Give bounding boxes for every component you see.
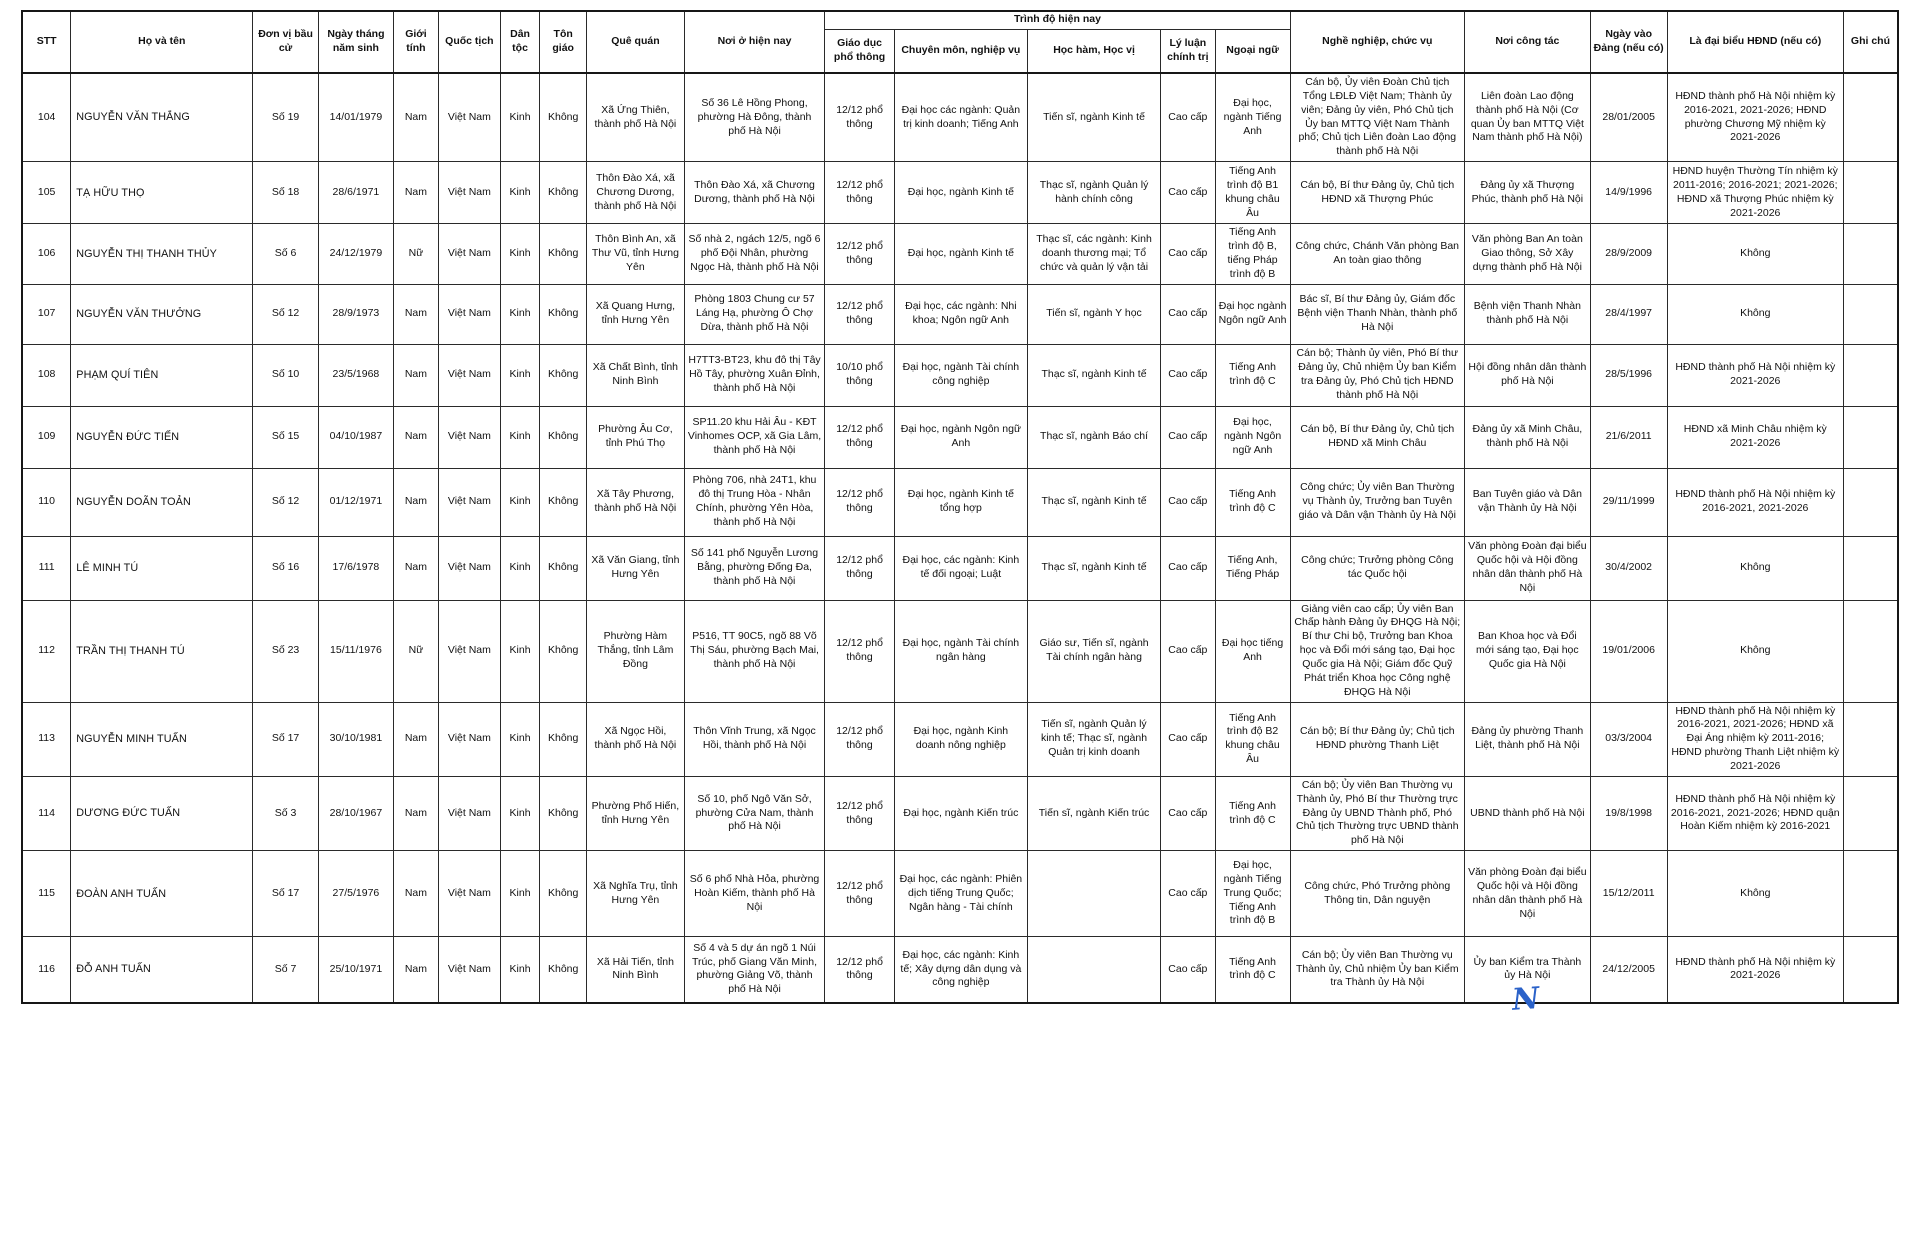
cell-ngay-vao-dang: 19/01/2006 bbox=[1590, 600, 1667, 702]
header-dan-toc: Dân tộc bbox=[500, 11, 539, 73]
cell-gioi-tinh: Nam bbox=[393, 851, 438, 937]
cell-chuyen-mon: Đại học, các ngành: Kinh tế đối ngoại; Luật bbox=[894, 536, 1027, 600]
cell-chuyen-mon: Đại học các ngành: Quản trị kinh doanh; Tiếng Anh bbox=[894, 73, 1027, 162]
cell-don-vi: Số 12 bbox=[253, 468, 319, 536]
cell-ngay-sinh: 14/01/1979 bbox=[318, 73, 393, 162]
cell-hoc-ham: Thạc sĩ, ngành Kinh tế bbox=[1027, 536, 1160, 600]
cell-stt: 116 bbox=[22, 937, 71, 1003]
cell-quoc-tich: Việt Nam bbox=[438, 344, 500, 406]
cell-gioi-tinh: Nam bbox=[393, 344, 438, 406]
cell-nghe-nghiep: Cán bộ; Ủy viên Ban Thường vụ Thành ủy, Phó Bí thư Thường trực Đảng ủy UBND Thành phố, Phó Chủ tịch Thường trực UBND thành phố Hà Nội bbox=[1290, 776, 1464, 850]
cell-dan-toc: Kinh bbox=[500, 702, 539, 776]
delegate-roster-table bbox=[21, 10, 1899, 1004]
cell-noi-cong-tac: Đảng ủy xã Thượng Phúc, thành phố Hà Nội bbox=[1465, 162, 1591, 224]
cell-ghi-chu bbox=[1843, 536, 1898, 600]
table-row bbox=[22, 344, 1898, 406]
header-trinh-do-group: Trình độ hiện nay bbox=[825, 11, 1290, 29]
cell-quoc-tich: Việt Nam bbox=[438, 851, 500, 937]
cell-noi-o: Số 4 và 5 dự án ngõ 1 Núi Trúc, phố Giang Văn Minh, phường Giảng Võ, thành phố Hà Nội bbox=[684, 937, 825, 1003]
cell-que-quan: Xã Tây Phương, thành phố Hà Nội bbox=[587, 468, 685, 536]
cell-ngoai-ngu: Tiếng Anh trình độ B1 khung châu Âu bbox=[1215, 162, 1290, 224]
cell-ngay-sinh: 28/9/1973 bbox=[318, 284, 393, 344]
cell-ngay-vao-dang: 03/3/2004 bbox=[1590, 702, 1667, 776]
cell-dai-bieu: HĐND thành phố Hà Nội nhiệm kỳ 2016-2021, 2021-2026; HĐND phường Chương Mỹ nhiệm kỳ 2021-2026 bbox=[1667, 73, 1843, 162]
cell-ngay-sinh: 04/10/1987 bbox=[318, 406, 393, 468]
header-ngay-vao-dang: Ngày vào Đảng (nếu có) bbox=[1590, 11, 1667, 73]
cell-name: NGUYỄN ĐỨC TIẾN bbox=[71, 406, 253, 468]
cell-que-quan: Xã Quang Hưng, tỉnh Hưng Yên bbox=[587, 284, 685, 344]
cell-dai-bieu: Không bbox=[1667, 851, 1843, 937]
cell-noi-cong-tac: Liên đoàn Lao động thành phố Hà Nội (Cơ quan Ủy ban MTTQ Việt Nam thành phố Hà Nội) bbox=[1465, 73, 1591, 162]
cell-ngay-vao-dang: 28/4/1997 bbox=[1590, 284, 1667, 344]
header-ngoai-ngu: Ngoại ngữ bbox=[1215, 29, 1290, 73]
cell-noi-o: Số 6 phố Nhà Hỏa, phường Hoàn Kiếm, thành phố Hà Nội bbox=[684, 851, 825, 937]
cell-don-vi: Số 17 bbox=[253, 702, 319, 776]
cell-gioi-tinh: Nữ bbox=[393, 224, 438, 284]
cell-noi-cong-tac: UBND thành phố Hà Nội bbox=[1465, 776, 1591, 850]
header-quoc-tich: Quốc tịch bbox=[438, 11, 500, 73]
cell-name: TRẦN THỊ THANH TÚ bbox=[71, 600, 253, 702]
cell-ly-luan: Cao cấp bbox=[1161, 224, 1215, 284]
header-ghi-chu: Ghi chú bbox=[1843, 11, 1898, 73]
cell-gdpt: 12/12 phổ thông bbox=[825, 162, 894, 224]
cell-ngoai-ngu: Tiếng Anh trình độ B, tiếng Pháp trình độ B bbox=[1215, 224, 1290, 284]
cell-ton-giao: Không bbox=[540, 73, 587, 162]
cell-ngay-sinh: 30/10/1981 bbox=[318, 702, 393, 776]
cell-dan-toc: Kinh bbox=[500, 162, 539, 224]
cell-ngay-sinh: 17/6/1978 bbox=[318, 536, 393, 600]
cell-don-vi: Số 23 bbox=[253, 600, 319, 702]
cell-hoc-ham bbox=[1027, 937, 1160, 1003]
cell-chuyen-mon: Đại học, ngành Kinh tế bbox=[894, 162, 1027, 224]
cell-dan-toc: Kinh bbox=[500, 406, 539, 468]
cell-ly-luan: Cao cấp bbox=[1161, 162, 1215, 224]
header-noi-o-hien-nay: Nơi ở hiện nay bbox=[684, 11, 825, 73]
cell-dai-bieu: Không bbox=[1667, 536, 1843, 600]
cell-chuyen-mon: Đại học, ngành Kinh tế bbox=[894, 224, 1027, 284]
cell-dan-toc: Kinh bbox=[500, 776, 539, 850]
cell-stt: 107 bbox=[22, 284, 71, 344]
cell-hoc-ham bbox=[1027, 851, 1160, 937]
cell-ly-luan: Cao cấp bbox=[1161, 344, 1215, 406]
document-sheet bbox=[0, 10, 1920, 1236]
cell-chuyen-mon: Đại học, ngành Kiến trúc bbox=[894, 776, 1027, 850]
cell-nghe-nghiep: Cán bộ; Ủy viên Ban Thường vụ Thành ủy, Chủ nhiệm Ủy ban Kiểm tra Thành ủy Hà Nội bbox=[1290, 937, 1464, 1003]
cell-noi-o: Thôn Đào Xá, xã Chương Dương, thành phố Hà Nội bbox=[684, 162, 825, 224]
cell-ghi-chu bbox=[1843, 468, 1898, 536]
cell-noi-cong-tac: Đảng ủy xã Minh Châu, thành phố Hà Nội bbox=[1465, 406, 1591, 468]
cell-quoc-tich: Việt Nam bbox=[438, 73, 500, 162]
header-ly-luan-chinh-tri: Lý luận chính trị bbox=[1161, 29, 1215, 73]
cell-gioi-tinh: Nữ bbox=[393, 600, 438, 702]
table-header bbox=[22, 11, 1898, 73]
cell-gioi-tinh: Nam bbox=[393, 406, 438, 468]
cell-noi-cong-tac: Văn phòng Đoàn đại biểu Quốc hội và Hội đồng nhân dân thành phố Hà Nội bbox=[1465, 851, 1591, 937]
cell-nghe-nghiep: Cán bộ, Bí thư Đảng ủy, Chủ tịch HĐND xã Thượng Phúc bbox=[1290, 162, 1464, 224]
cell-ngay-vao-dang: 28/9/2009 bbox=[1590, 224, 1667, 284]
cell-stt: 109 bbox=[22, 406, 71, 468]
cell-stt: 104 bbox=[22, 73, 71, 162]
cell-name: DƯƠNG ĐỨC TUẤN bbox=[71, 776, 253, 850]
cell-hoc-ham: Thạc sĩ, ngành Báo chí bbox=[1027, 406, 1160, 468]
signature-mark: N bbox=[1510, 981, 1541, 1018]
cell-dai-bieu: Không bbox=[1667, 284, 1843, 344]
cell-ngoai-ngu: Đại học, ngành Tiếng Anh bbox=[1215, 73, 1290, 162]
cell-noi-cong-tac: Ủy ban Kiểm tra Thành ủy Hà Nội bbox=[1465, 937, 1591, 1003]
cell-noi-o: Số 36 Lê Hồng Phong, phường Hà Đông, thành phố Hà Nội bbox=[684, 73, 825, 162]
cell-noi-o: Số 141 phố Nguyễn Lương Bằng, phường Đống Đa, thành phố Hà Nội bbox=[684, 536, 825, 600]
cell-quoc-tich: Việt Nam bbox=[438, 406, 500, 468]
cell-ton-giao: Không bbox=[540, 851, 587, 937]
cell-gdpt: 12/12 phổ thông bbox=[825, 937, 894, 1003]
cell-ton-giao: Không bbox=[540, 600, 587, 702]
cell-nghe-nghiep: Cán bộ, Bí thư Đảng ủy, Chủ tịch HĐND xã Minh Châu bbox=[1290, 406, 1464, 468]
header-que-quan: Quê quán bbox=[587, 11, 685, 73]
cell-chuyen-mon: Đại học, các ngành: Kinh tế; Xây dựng dân dụng và công nghiệp bbox=[894, 937, 1027, 1003]
cell-hoc-ham: Tiến sĩ, ngành Quản lý kinh tế; Thạc sĩ, ngành Quản trị kinh doanh bbox=[1027, 702, 1160, 776]
cell-dai-bieu: HĐND thành phố Hà Nội nhiệm kỳ 2016-2021, 2021-2026 bbox=[1667, 468, 1843, 536]
cell-gdpt: 12/12 phổ thông bbox=[825, 468, 894, 536]
cell-ghi-chu bbox=[1843, 937, 1898, 1003]
cell-ton-giao: Không bbox=[540, 224, 587, 284]
cell-stt: 110 bbox=[22, 468, 71, 536]
cell-nghe-nghiep: Công chức; Trưởng phòng Công tác Quốc hội bbox=[1290, 536, 1464, 600]
table-row bbox=[22, 162, 1898, 224]
cell-ngay-vao-dang: 28/01/2005 bbox=[1590, 73, 1667, 162]
cell-chuyen-mon: Đại học, ngành Tài chính ngân hàng bbox=[894, 600, 1027, 702]
cell-ly-luan: Cao cấp bbox=[1161, 776, 1215, 850]
cell-gioi-tinh: Nam bbox=[393, 162, 438, 224]
cell-name: NGUYỄN THỊ THANH THỦY bbox=[71, 224, 253, 284]
cell-que-quan: Xã Hải Tiến, tỉnh Ninh Bình bbox=[587, 937, 685, 1003]
cell-dan-toc: Kinh bbox=[500, 73, 539, 162]
cell-dai-bieu: Không bbox=[1667, 224, 1843, 284]
header-don-vi-bau-cu: Đơn vị bầu cử bbox=[253, 11, 319, 73]
cell-nghe-nghiep: Cán bộ; Bí thư Đảng ủy; Chủ tịch HĐND phường Thanh Liệt bbox=[1290, 702, 1464, 776]
table-row bbox=[22, 406, 1898, 468]
table-row bbox=[22, 702, 1898, 776]
header-giao-duc-pho-thong: Giáo dục phổ thông bbox=[825, 29, 894, 73]
cell-noi-cong-tac: Ban Tuyên giáo và Dân vận Thành ủy Hà Nội bbox=[1465, 468, 1591, 536]
cell-que-quan: Thôn Bình An, xã Thư Vũ, tỉnh Hưng Yên bbox=[587, 224, 685, 284]
cell-stt: 114 bbox=[22, 776, 71, 850]
cell-hoc-ham: Tiến sĩ, ngành Kinh tế bbox=[1027, 73, 1160, 162]
cell-noi-cong-tac: Đảng ủy phường Thanh Liệt, thành phố Hà Nội bbox=[1465, 702, 1591, 776]
cell-dai-bieu: HĐND thành phố Hà Nội nhiệm kỳ 2021-2026 bbox=[1667, 344, 1843, 406]
cell-ngay-vao-dang: 21/6/2011 bbox=[1590, 406, 1667, 468]
cell-ngay-vao-dang: 24/12/2005 bbox=[1590, 937, 1667, 1003]
cell-chuyen-mon: Đại học, ngành Kinh doanh nông nghiệp bbox=[894, 702, 1027, 776]
cell-gioi-tinh: Nam bbox=[393, 776, 438, 850]
header-chuyen-mon: Chuyên môn, nghiệp vụ bbox=[894, 29, 1027, 73]
cell-ngay-vao-dang: 29/11/1999 bbox=[1590, 468, 1667, 536]
cell-ngoai-ngu: Tiếng Anh trình độ C bbox=[1215, 776, 1290, 850]
cell-ton-giao: Không bbox=[540, 406, 587, 468]
cell-ngoai-ngu: Đại học, ngành Ngôn ngữ Anh bbox=[1215, 406, 1290, 468]
cell-noi-cong-tac: Hội đồng nhân dân thành phố Hà Nội bbox=[1465, 344, 1591, 406]
cell-ly-luan: Cao cấp bbox=[1161, 284, 1215, 344]
cell-don-vi: Số 17 bbox=[253, 851, 319, 937]
cell-gdpt: 12/12 phổ thông bbox=[825, 776, 894, 850]
cell-quoc-tich: Việt Nam bbox=[438, 776, 500, 850]
cell-noi-cong-tac: Văn phòng Ban An toàn Giao thông, Sở Xây dựng thành phố Hà Nội bbox=[1465, 224, 1591, 284]
cell-name: PHẠM QUÍ TIÊN bbox=[71, 344, 253, 406]
cell-name: NGUYỄN VĂN THẮNG bbox=[71, 73, 253, 162]
cell-ghi-chu bbox=[1843, 702, 1898, 776]
cell-ngay-sinh: 27/5/1976 bbox=[318, 851, 393, 937]
cell-don-vi: Số 12 bbox=[253, 284, 319, 344]
cell-hoc-ham: Tiến sĩ, ngành Y học bbox=[1027, 284, 1160, 344]
cell-ly-luan: Cao cấp bbox=[1161, 73, 1215, 162]
cell-ghi-chu bbox=[1843, 284, 1898, 344]
cell-name: LÊ MINH TÚ bbox=[71, 536, 253, 600]
table-row bbox=[22, 73, 1898, 162]
header-nghe-nghiep: Nghề nghiệp, chức vụ bbox=[1290, 11, 1464, 73]
cell-gioi-tinh: Nam bbox=[393, 468, 438, 536]
cell-nghe-nghiep: Bác sĩ, Bí thư Đảng ủy, Giám đốc Bệnh viện Thanh Nhàn, thành phố Hà Nội bbox=[1290, 284, 1464, 344]
cell-dai-bieu: HĐND thành phố Hà Nội nhiệm kỳ 2016-2021, 2021-2026; HĐND quận Hoàn Kiếm nhiệm kỳ 2016-2021 bbox=[1667, 776, 1843, 850]
cell-stt: 105 bbox=[22, 162, 71, 224]
cell-gioi-tinh: Nam bbox=[393, 536, 438, 600]
cell-ton-giao: Không bbox=[540, 468, 587, 536]
cell-ngay-sinh: 15/11/1976 bbox=[318, 600, 393, 702]
cell-gdpt: 12/12 phổ thông bbox=[825, 536, 894, 600]
cell-hoc-ham: Thạc sĩ, ngành Kinh tế bbox=[1027, 468, 1160, 536]
cell-ton-giao: Không bbox=[540, 536, 587, 600]
cell-quoc-tich: Việt Nam bbox=[438, 224, 500, 284]
cell-quoc-tich: Việt Nam bbox=[438, 536, 500, 600]
cell-noi-o: Số 10, phố Ngô Văn Sở, phường Cửa Nam, thành phố Hà Nội bbox=[684, 776, 825, 850]
cell-stt: 113 bbox=[22, 702, 71, 776]
cell-ly-luan: Cao cấp bbox=[1161, 406, 1215, 468]
cell-hoc-ham: Thạc sĩ, ngành Kinh tế bbox=[1027, 344, 1160, 406]
header-ngay-sinh: Ngày tháng năm sinh bbox=[318, 11, 393, 73]
cell-stt: 108 bbox=[22, 344, 71, 406]
cell-ghi-chu bbox=[1843, 73, 1898, 162]
cell-noi-o: Số nhà 2, ngách 12/5, ngõ 6 phố Đội Nhân, phường Ngọc Hà, thành phố Hà Nội bbox=[684, 224, 825, 284]
cell-dai-bieu: Không bbox=[1667, 600, 1843, 702]
cell-gioi-tinh: Nam bbox=[393, 937, 438, 1003]
cell-chuyen-mon: Đại học, ngành Tài chính công nghiệp bbox=[894, 344, 1027, 406]
cell-noi-o: H7TT3-BT23, khu đô thị Tây Hồ Tây, phường Xuân Đỉnh, thành phố Hà Nội bbox=[684, 344, 825, 406]
cell-ngay-vao-dang: 15/12/2011 bbox=[1590, 851, 1667, 937]
cell-ghi-chu bbox=[1843, 851, 1898, 937]
cell-don-vi: Số 16 bbox=[253, 536, 319, 600]
cell-name: TẠ HỮU THỌ bbox=[71, 162, 253, 224]
cell-ngay-sinh: 01/12/1971 bbox=[318, 468, 393, 536]
cell-que-quan: Phường Hàm Thắng, tỉnh Lâm Đồng bbox=[587, 600, 685, 702]
cell-ghi-chu bbox=[1843, 344, 1898, 406]
table-body bbox=[22, 73, 1898, 1003]
cell-dan-toc: Kinh bbox=[500, 224, 539, 284]
cell-ngay-sinh: 28/6/1971 bbox=[318, 162, 393, 224]
cell-noi-cong-tac: Ban Khoa học và Đổi mới sáng tạo, Đại học Quốc gia Hà Nội bbox=[1465, 600, 1591, 702]
cell-gdpt: 12/12 phổ thông bbox=[825, 224, 894, 284]
cell-don-vi: Số 3 bbox=[253, 776, 319, 850]
cell-quoc-tich: Việt Nam bbox=[438, 937, 500, 1003]
cell-dan-toc: Kinh bbox=[500, 600, 539, 702]
cell-dan-toc: Kinh bbox=[500, 344, 539, 406]
cell-ngay-sinh: 24/12/1979 bbox=[318, 224, 393, 284]
cell-ngoai-ngu: Tiếng Anh trình độ C bbox=[1215, 937, 1290, 1003]
cell-noi-o: Thôn Vĩnh Trung, xã Ngọc Hồi, thành phố Hà Nội bbox=[684, 702, 825, 776]
cell-don-vi: Số 15 bbox=[253, 406, 319, 468]
cell-don-vi: Số 10 bbox=[253, 344, 319, 406]
cell-ghi-chu bbox=[1843, 600, 1898, 702]
cell-dan-toc: Kinh bbox=[500, 937, 539, 1003]
cell-gdpt: 10/10 phổ thông bbox=[825, 344, 894, 406]
cell-ngoai-ngu: Tiếng Anh trình độ B2 khung châu Âu bbox=[1215, 702, 1290, 776]
cell-name: NGUYỄN DOÃN TOẢN bbox=[71, 468, 253, 536]
table-row bbox=[22, 776, 1898, 850]
cell-ly-luan: Cao cấp bbox=[1161, 468, 1215, 536]
cell-ton-giao: Không bbox=[540, 702, 587, 776]
cell-hoc-ham: Tiến sĩ, ngành Kiến trúc bbox=[1027, 776, 1160, 850]
cell-don-vi: Số 19 bbox=[253, 73, 319, 162]
cell-quoc-tich: Việt Nam bbox=[438, 600, 500, 702]
cell-hoc-ham: Thạc sĩ, các ngành: Kinh doanh thương mại; Tổ chức và quản lý vận tải bbox=[1027, 224, 1160, 284]
cell-ghi-chu bbox=[1843, 162, 1898, 224]
cell-dai-bieu: HĐND thành phố Hà Nội nhiệm kỳ 2021-2026 bbox=[1667, 937, 1843, 1003]
header-stt: STT bbox=[22, 11, 71, 73]
cell-ngay-sinh: 23/5/1968 bbox=[318, 344, 393, 406]
cell-noi-o: Phòng 706, nhà 24T1, khu đô thị Trung Hòa - Nhân Chính, phường Yên Hòa, thành phố Hà Nội bbox=[684, 468, 825, 536]
cell-quoc-tich: Việt Nam bbox=[438, 702, 500, 776]
header-ho-va-ten: Họ và tên bbox=[71, 11, 253, 73]
cell-ton-giao: Không bbox=[540, 162, 587, 224]
cell-noi-o: SP11.20 khu Hải Âu - KĐT Vinhomes OCP, xã Gia Lâm, thành phố Hà Nội bbox=[684, 406, 825, 468]
cell-ton-giao: Không bbox=[540, 344, 587, 406]
cell-stt: 111 bbox=[22, 536, 71, 600]
cell-ngay-vao-dang: 14/9/1996 bbox=[1590, 162, 1667, 224]
cell-dai-bieu: HĐND xã Minh Châu nhiệm kỳ 2021-2026 bbox=[1667, 406, 1843, 468]
cell-ton-giao: Không bbox=[540, 284, 587, 344]
cell-ngoai-ngu: Tiếng Anh trình độ C bbox=[1215, 468, 1290, 536]
cell-dan-toc: Kinh bbox=[500, 536, 539, 600]
table-row bbox=[22, 224, 1898, 284]
cell-ngay-vao-dang: 30/4/2002 bbox=[1590, 536, 1667, 600]
cell-que-quan: Xã Chất Bình, tỉnh Ninh Bình bbox=[587, 344, 685, 406]
cell-stt: 106 bbox=[22, 224, 71, 284]
header-hoc-ham-hoc-vi: Học hàm, Học vị bbox=[1027, 29, 1160, 73]
cell-ly-luan: Cao cấp bbox=[1161, 600, 1215, 702]
cell-gioi-tinh: Nam bbox=[393, 702, 438, 776]
cell-ngay-vao-dang: 19/8/1998 bbox=[1590, 776, 1667, 850]
header-gioi-tinh: Giới tính bbox=[393, 11, 438, 73]
cell-ngay-sinh: 28/10/1967 bbox=[318, 776, 393, 850]
cell-dai-bieu: HĐND thành phố Hà Nội nhiệm kỳ 2016-2021, 2021-2026; HĐND xã Đại Áng nhiệm kỳ 2011-2016; HĐND phường Thanh Liệt nhiệm kỳ 2021-2026 bbox=[1667, 702, 1843, 776]
cell-quoc-tich: Việt Nam bbox=[438, 284, 500, 344]
cell-name: NGUYỄN MINH TUẤN bbox=[71, 702, 253, 776]
cell-gdpt: 12/12 phổ thông bbox=[825, 73, 894, 162]
cell-ton-giao: Không bbox=[540, 776, 587, 850]
cell-dan-toc: Kinh bbox=[500, 851, 539, 937]
cell-quoc-tich: Việt Nam bbox=[438, 162, 500, 224]
cell-ly-luan: Cao cấp bbox=[1161, 536, 1215, 600]
cell-don-vi: Số 6 bbox=[253, 224, 319, 284]
cell-nghe-nghiep: Cán bộ, Ủy viên Đoàn Chủ tịch Tổng LĐLĐ Việt Nam; Thành ủy viên; Đảng ủy viên, Phó Chủ tịch Ủy ban MTTQ Việt Nam Thành phố; Chủ tịch Liên đoàn Lao động thành phố Hà Nội bbox=[1290, 73, 1464, 162]
header-noi-cong-tac: Nơi công tác bbox=[1465, 11, 1591, 73]
cell-ngoai-ngu: Đại học tiếng Anh bbox=[1215, 600, 1290, 702]
cell-name: ĐỖ ANH TUẤN bbox=[71, 937, 253, 1003]
table-row bbox=[22, 851, 1898, 937]
cell-ton-giao: Không bbox=[540, 937, 587, 1003]
cell-chuyen-mon: Đại học, các ngành: Nhi khoa; Ngôn ngữ Anh bbox=[894, 284, 1027, 344]
cell-ngay-vao-dang: 28/5/1996 bbox=[1590, 344, 1667, 406]
cell-ghi-chu bbox=[1843, 406, 1898, 468]
cell-gioi-tinh: Nam bbox=[393, 73, 438, 162]
cell-gdpt: 12/12 phổ thông bbox=[825, 406, 894, 468]
cell-don-vi: Số 18 bbox=[253, 162, 319, 224]
cell-ngoai-ngu: Tiếng Anh, Tiếng Pháp bbox=[1215, 536, 1290, 600]
cell-nghe-nghiep: Công chức; Ủy viên Ban Thường vụ Thành ủy, Trưởng ban Tuyên giáo và Dân vận Thành ủy Hà Nội bbox=[1290, 468, 1464, 536]
table-row bbox=[22, 284, 1898, 344]
cell-chuyen-mon: Đại học, ngành Ngôn ngữ Anh bbox=[894, 406, 1027, 468]
cell-quoc-tich: Việt Nam bbox=[438, 468, 500, 536]
cell-stt: 112 bbox=[22, 600, 71, 702]
cell-stt: 115 bbox=[22, 851, 71, 937]
cell-que-quan: Xã Ứng Thiên, thành phố Hà Nội bbox=[587, 73, 685, 162]
cell-name: NGUYỄN VĂN THƯỞNG bbox=[71, 284, 253, 344]
table-row bbox=[22, 600, 1898, 702]
header-ton-giao: Tôn giáo bbox=[540, 11, 587, 73]
cell-gioi-tinh: Nam bbox=[393, 284, 438, 344]
cell-dan-toc: Kinh bbox=[500, 284, 539, 344]
cell-nghe-nghiep: Công chức, Phó Trưởng phòng Thông tin, Dân nguyện bbox=[1290, 851, 1464, 937]
cell-gdpt: 12/12 phổ thông bbox=[825, 702, 894, 776]
cell-hoc-ham: Thạc sĩ, ngành Quản lý hành chính công bbox=[1027, 162, 1160, 224]
cell-dan-toc: Kinh bbox=[500, 468, 539, 536]
cell-ngay-sinh: 25/10/1971 bbox=[318, 937, 393, 1003]
cell-ghi-chu bbox=[1843, 776, 1898, 850]
cell-que-quan: Xã Văn Giang, tỉnh Hưng Yên bbox=[587, 536, 685, 600]
cell-chuyen-mon: Đại học, ngành Kinh tế tổng hợp bbox=[894, 468, 1027, 536]
cell-gdpt: 12/12 phổ thông bbox=[825, 600, 894, 702]
table-row bbox=[22, 937, 1898, 1003]
table-row bbox=[22, 536, 1898, 600]
cell-hoc-ham: Giáo sư, Tiến sĩ, ngành Tài chính ngân hàng bbox=[1027, 600, 1160, 702]
cell-noi-cong-tac: Bệnh viện Thanh Nhàn thành phố Hà Nội bbox=[1465, 284, 1591, 344]
cell-dai-bieu: HĐND huyện Thường Tín nhiệm kỳ 2011-2016; 2016-2021; 2021-2026; HĐND xã Thượng Phúc nhiệm kỳ 2021-2026 bbox=[1667, 162, 1843, 224]
header-la-dai-bieu: Là đại biểu HĐND (nếu có) bbox=[1667, 11, 1843, 73]
cell-ngoai-ngu: Đại học ngành Ngôn ngữ Anh bbox=[1215, 284, 1290, 344]
cell-que-quan: Xã Nghĩa Trụ, tỉnh Hưng Yên bbox=[587, 851, 685, 937]
cell-chuyen-mon: Đại học, các ngành: Phiên dịch tiếng Trung Quốc; Ngân hàng - Tài chính bbox=[894, 851, 1027, 937]
cell-nghe-nghiep: Công chức, Chánh Văn phòng Ban An toàn giao thông bbox=[1290, 224, 1464, 284]
cell-noi-o: P516, TT 90C5, ngõ 88 Võ Thị Sáu, phường Bạch Mai, thành phố Hà Nội bbox=[684, 600, 825, 702]
cell-ly-luan: Cao cấp bbox=[1161, 702, 1215, 776]
cell-que-quan: Phường Phố Hiến, tỉnh Hưng Yên bbox=[587, 776, 685, 850]
cell-noi-o: Phòng 1803 Chung cư 57 Láng Hạ, phường Ô Chợ Dừa, thành phố Hà Nội bbox=[684, 284, 825, 344]
cell-ngoai-ngu: Tiếng Anh trình độ C bbox=[1215, 344, 1290, 406]
cell-nghe-nghiep: Cán bộ; Thành ủy viên, Phó Bí thư Đảng ủy, Chủ nhiệm Ủy ban Kiểm tra Đảng ủy, Phó Chủ tịch HĐND thành phố Hà Nội bbox=[1290, 344, 1464, 406]
cell-ngoai-ngu: Đại học, ngành Tiếng Trung Quốc; Tiếng Anh trình độ B bbox=[1215, 851, 1290, 937]
cell-que-quan: Xã Ngọc Hồi, thành phố Hà Nội bbox=[587, 702, 685, 776]
cell-don-vi: Số 7 bbox=[253, 937, 319, 1003]
cell-nghe-nghiep: Giảng viên cao cấp; Ủy viên Ban Chấp hành Đảng ủy ĐHQG Hà Nội; Bí thư Chi bộ, Trưởng ban Khoa học và Đổi mới sáng tạo, Đại học Quốc gia Hà Nội; Giám đốc Quỹ Phát triển Khoa học Công nghệ ĐHQG Hà Nội bbox=[1290, 600, 1464, 702]
cell-que-quan: Phường Âu Cơ, tỉnh Phú Thọ bbox=[587, 406, 685, 468]
cell-name: ĐOÀN ANH TUẤN bbox=[71, 851, 253, 937]
table-row bbox=[22, 468, 1898, 536]
cell-ghi-chu bbox=[1843, 224, 1898, 284]
cell-noi-cong-tac: Văn phòng Đoàn đại biểu Quốc hội và Hội đồng nhân dân thành phố Hà Nội bbox=[1465, 536, 1591, 600]
cell-gdpt: 12/12 phổ thông bbox=[825, 284, 894, 344]
cell-que-quan: Thôn Đào Xá, xã Chương Dương, thành phố Hà Nội bbox=[587, 162, 685, 224]
cell-ly-luan: Cao cấp bbox=[1161, 937, 1215, 1003]
cell-gdpt: 12/12 phổ thông bbox=[825, 851, 894, 937]
cell-ly-luan: Cao cấp bbox=[1161, 851, 1215, 937]
